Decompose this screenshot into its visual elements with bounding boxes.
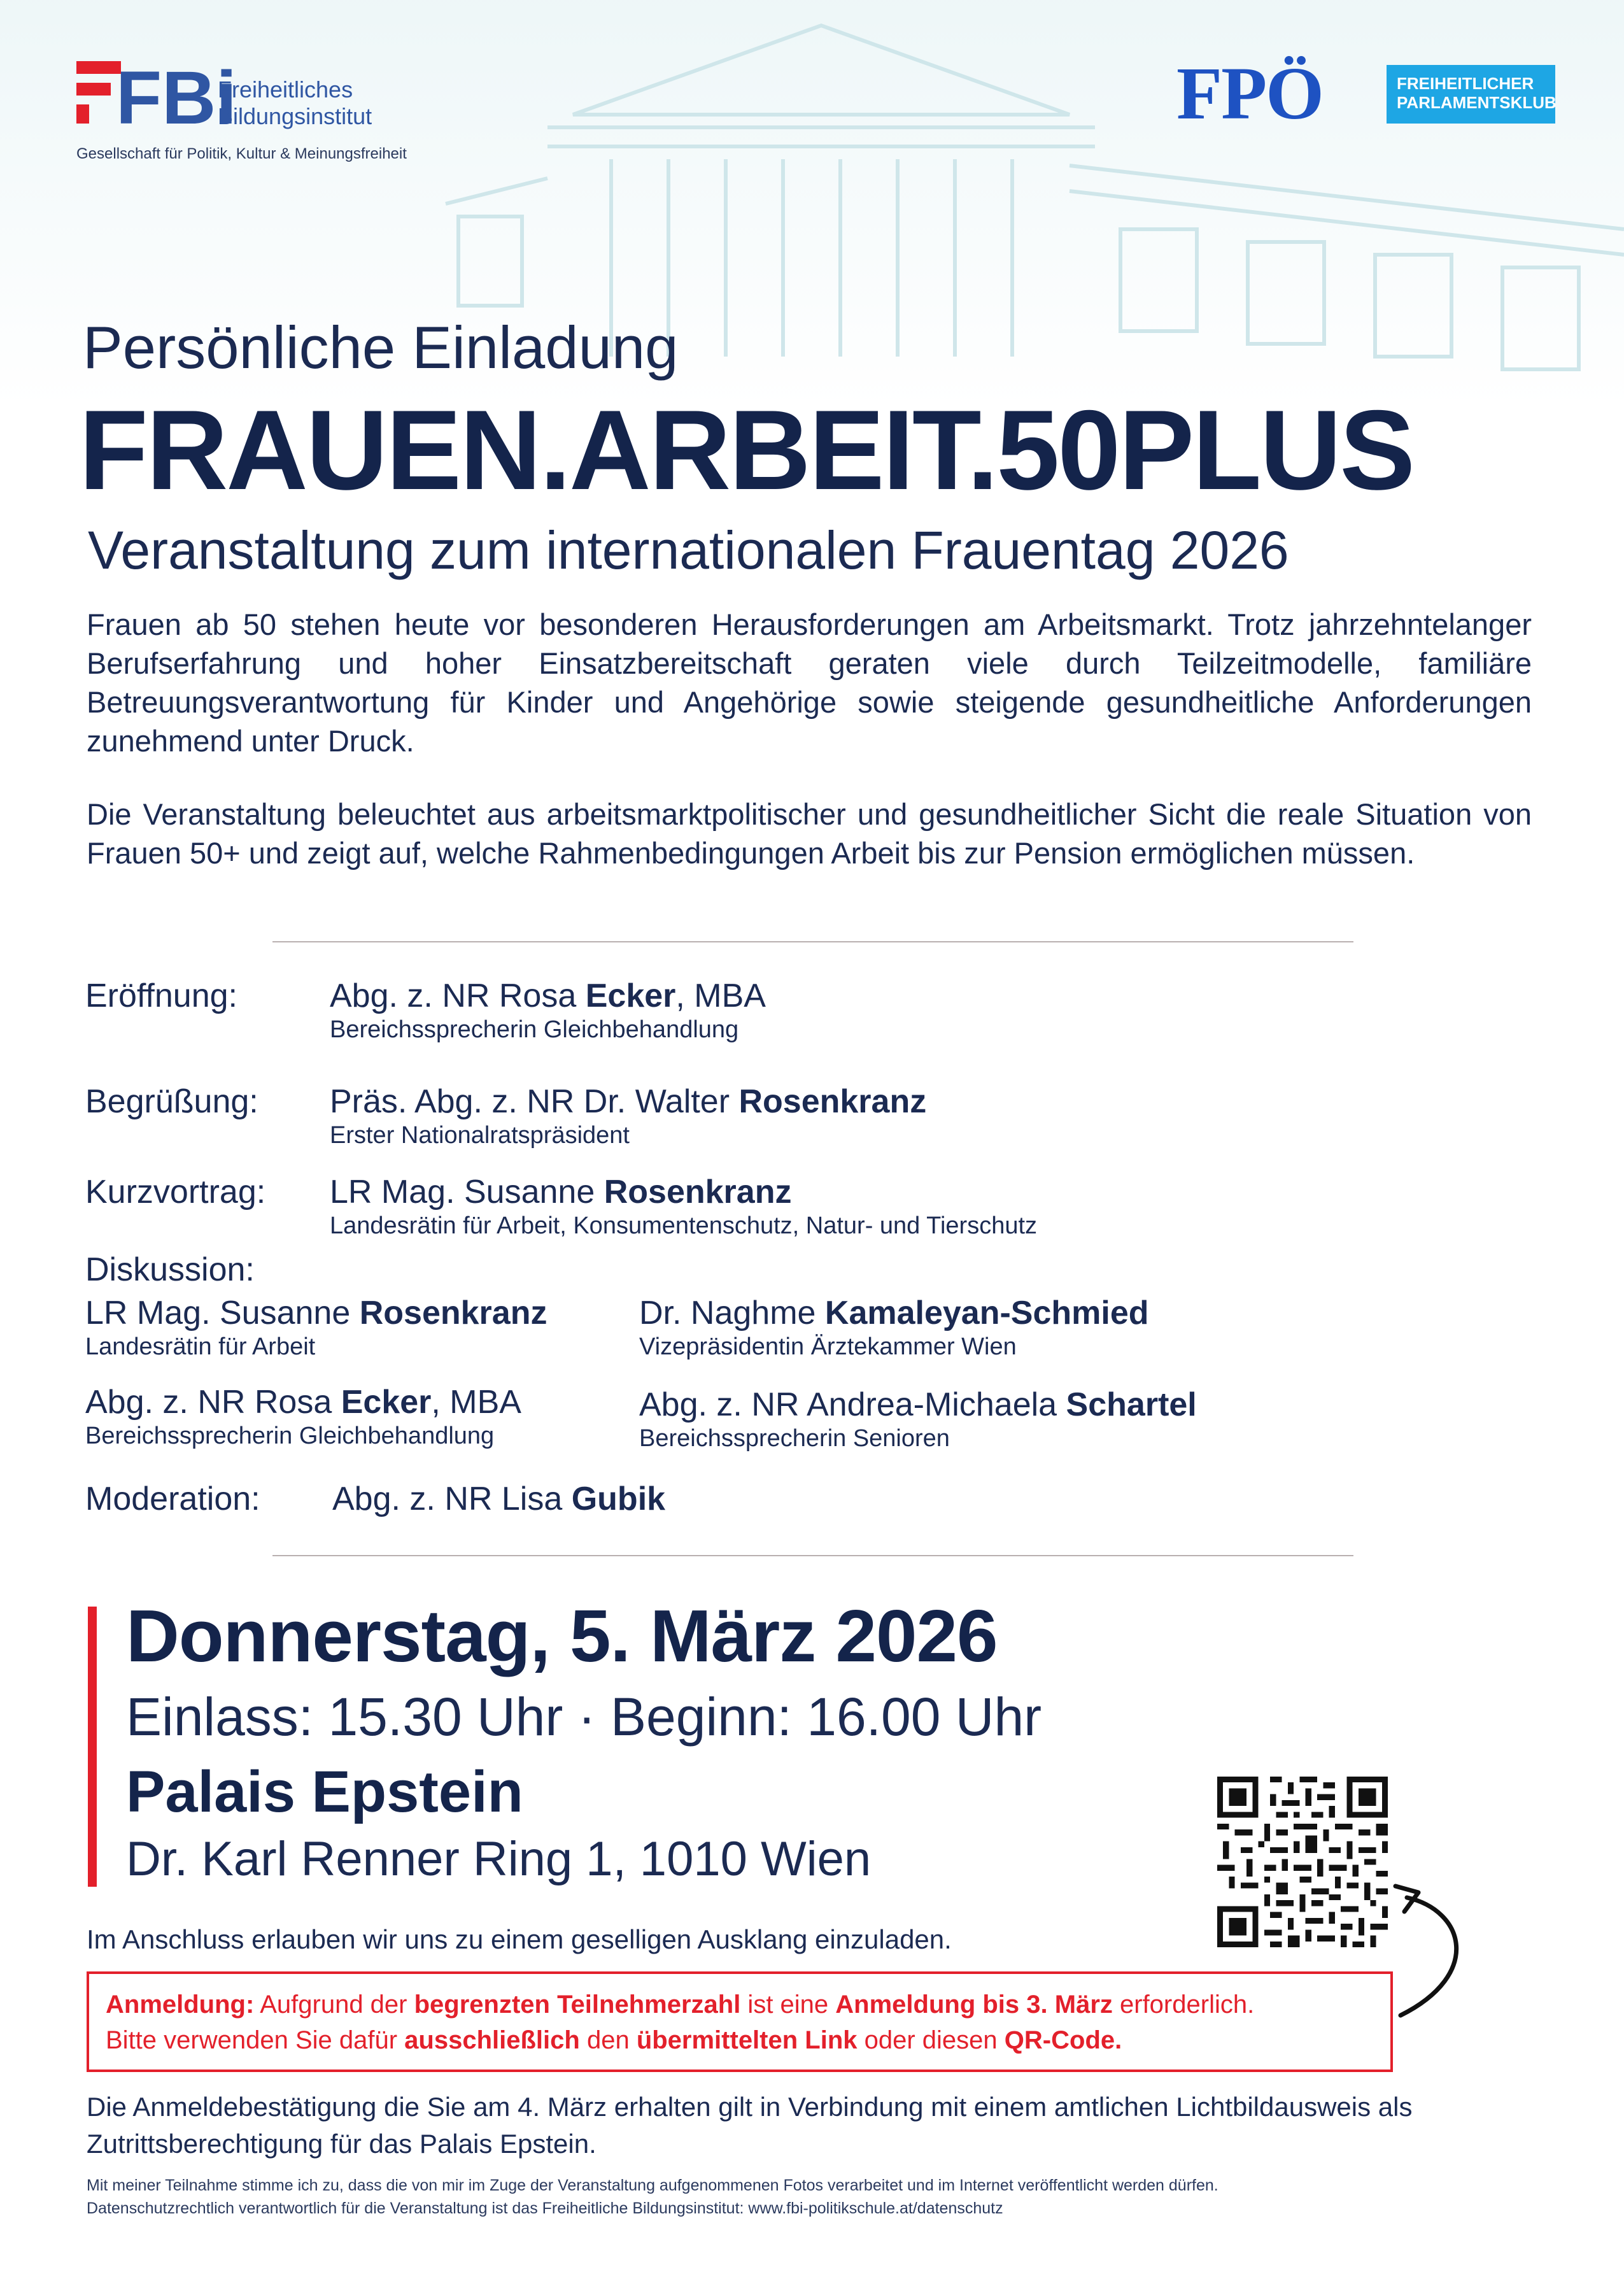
- invite-title: Persönliche Einladung: [83, 314, 679, 381]
- welcome-speaker-surname: Rosenkranz: [738, 1083, 927, 1120]
- fbi-logo: [76, 57, 407, 172]
- moderation-speaker-title: Abg. z. NR Lisa: [332, 1480, 572, 1517]
- registration-line-1: [106, 1987, 1390, 2022]
- reception-note: Im Anschluss erlauben wir uns zu einem geselligen Ausklang einzuladen.: [87, 1924, 952, 1954]
- event-venue: Palais Epstein: [126, 1759, 523, 1824]
- divider-bottom: [272, 1555, 1353, 1556]
- panelist-2-surname: Kamaleyan-Schmied: [824, 1295, 1149, 1331]
- opening-speaker-title: Abg. z. NR Rosa: [330, 977, 586, 1014]
- divider-top: [272, 941, 1353, 942]
- registration-link: übermittelten Link: [636, 2026, 858, 2054]
- opening-label: Eröffnung:: [85, 977, 238, 1014]
- moderation-speaker-surname: Gubik: [571, 1480, 666, 1517]
- talk-speaker-surname: Rosenkranz: [604, 1174, 792, 1210]
- panelist-1-title: LR Mag. Susanne: [85, 1295, 360, 1331]
- registration-text-4: Bitte verwenden Sie dafür: [106, 2026, 405, 2054]
- moderation-speaker: [332, 1480, 665, 1518]
- fbi-name-line1: Freiheitliches: [218, 76, 353, 103]
- opening-role: Bereichssprecherin Gleichbehandlung: [330, 1016, 739, 1043]
- event-title: FRAUEN.ARBEIT.50PLUS: [79, 387, 1414, 513]
- registration-text-5: den: [579, 2026, 637, 2054]
- panelist-3-role: Bereichssprecherin Gleichbehandlung: [85, 1423, 495, 1449]
- event-address: Dr. Karl Renner Ring 1, 1010 Wien: [126, 1832, 872, 1886]
- fbi-mark-text: FBi: [116, 56, 237, 140]
- event-time: Einlass: 15.30 Uhr · Beginn: 16.00 Uhr: [126, 1687, 1042, 1747]
- registration-qr-code[interactable]: [1217, 1777, 1388, 1947]
- intro-paragraph-1: Frauen ab 50 stehen heute vor besonderen Herausforderungen am Arbeitsmarkt. Trotz jahrzehntelanger Berufserfahrung und hoher Einsatzbereitschaft geraten viele durch Teilzeitmodelle, familiäre Betreuungsverantwortung für Kinder und Angehörige sowie steigende gesundheitliche Anforderungen zunehmend unter Druck.: [87, 607, 1532, 758]
- welcome-speaker: [330, 1083, 926, 1121]
- registration-text-2: ist eine: [740, 1991, 836, 2019]
- panelist-4: [639, 1386, 1197, 1424]
- panelist-3-suffix: , MBA: [431, 1384, 521, 1421]
- fpo-logo: [1176, 52, 1558, 135]
- panelist-1: [85, 1294, 547, 1332]
- talk-role: Landesrätin für Arbeit, Konsumentenschutz, Natur- und Tierschutz: [330, 1212, 1038, 1239]
- panelist-3: [85, 1383, 521, 1421]
- fbi-name: [218, 76, 372, 130]
- fpo-club-box: [1387, 65, 1555, 124]
- panelist-3-surname: Ecker: [341, 1384, 432, 1421]
- panelist-1-role: Landesrätin für Arbeit: [85, 1333, 316, 1360]
- registration-deadline: Anmeldung bis 3. März: [835, 1991, 1113, 2019]
- welcome-label: Begrüßung:: [85, 1083, 258, 1120]
- panelist-2-role: Vizepräsidentin Ärztekammer Wien: [639, 1333, 1017, 1360]
- registration-limited-seats: begrenzten Teilnehmerzahl: [414, 1991, 741, 2019]
- registration-text-6: oder diesen: [857, 2026, 1005, 2054]
- talk-label: Kurzvortrag:: [85, 1174, 266, 1210]
- fpo-mark: FPÖ: [1176, 52, 1323, 135]
- panelist-1-surname: Rosenkranz: [359, 1295, 547, 1331]
- fpo-box-line2: PARLAMENTSKLUB: [1397, 93, 1557, 112]
- fbi-name-line2: Bildungsinstitut: [218, 103, 372, 129]
- event-subtitle: Veranstaltung zum internationalen Frauentag 2026: [88, 520, 1289, 580]
- moderation-label: Moderation:: [85, 1480, 260, 1517]
- registration-label: Anmeldung:: [106, 1991, 255, 2019]
- registration-text-3: erforderlich.: [1112, 1991, 1255, 2019]
- privacy-note: [87, 2174, 1551, 2220]
- panelist-4-surname: Schartel: [1066, 1386, 1197, 1423]
- registration-line-2: [106, 2022, 1390, 2058]
- discussion-label: Diskussion:: [85, 1251, 255, 1288]
- curved-arrow-icon: [1381, 1878, 1483, 2031]
- registration-notice: [87, 1971, 1393, 2072]
- accent-bar: [88, 1607, 97, 1887]
- opening-speaker-suffix: , MBA: [675, 977, 766, 1014]
- registration-exclusively: ausschließlich: [404, 2026, 580, 2054]
- panelist-2-title: Dr. Naghme: [639, 1295, 825, 1331]
- welcome-speaker-title: Präs. Abg. z. NR Dr. Walter: [330, 1083, 739, 1120]
- fbi-tagline: Gesellschaft für Politik, Kultur & Meinungsfreiheit: [76, 145, 407, 162]
- talk-speaker: [330, 1173, 791, 1211]
- talk-speaker-title: LR Mag. Susanne: [330, 1174, 604, 1210]
- opening-speaker: [330, 977, 766, 1015]
- panelist-2: [639, 1294, 1149, 1332]
- panelist-4-role: Bereichssprecherin Senioren: [639, 1425, 950, 1452]
- registration-qr-label: QR-Code.: [1004, 2026, 1122, 2054]
- panelist-3-title: Abg. z. NR Rosa: [85, 1384, 341, 1421]
- opening-speaker-surname: Ecker: [585, 977, 676, 1014]
- confirmation-note: Die Anmeldebestätigung die Sie am 4. März erhalten gilt in Verbindung mit einem amtlichen Lichtbildausweis als Zutrittsberechtigung für das Palais Epstein.: [87, 2092, 1413, 2159]
- fbi-logo-mark: [76, 56, 237, 140]
- intro-paragraph-2: Die Veranstaltung beleuchtet aus arbeitsmarktpolitischer und gesundheitlicher Sicht die reale Situation von Frauen 50+ und zeigt auf, welche Rahmenbedingungen Arbeit bis zur Pension ermöglichen müssen.: [87, 797, 1532, 870]
- registration-text-1: Aufgrund der: [254, 1991, 414, 2019]
- welcome-role: Erster Nationalratspräsident: [330, 1122, 630, 1149]
- event-date: Donnerstag, 5. März 2026: [126, 1594, 998, 1677]
- panelist-4-title: Abg. z. NR Andrea-Michaela: [639, 1386, 1066, 1423]
- privacy-line-1: Mit meiner Teilnahme stimme ich zu, dass die von mir im Zuge der Veranstaltung aufgenommenen Fotos verarbeitet und im Internet veröffentlicht werden dürfen.: [87, 2176, 1218, 2194]
- privacy-line-2: Datenschutzrechtlich verantwortlich für die Veranstaltung ist das Freiheitliche Bildungsinstitut: www.fbi-politikschule.at/datenschutz: [87, 2199, 1003, 2217]
- fpo-box-line1: FREIHEITLICHER: [1397, 74, 1534, 93]
